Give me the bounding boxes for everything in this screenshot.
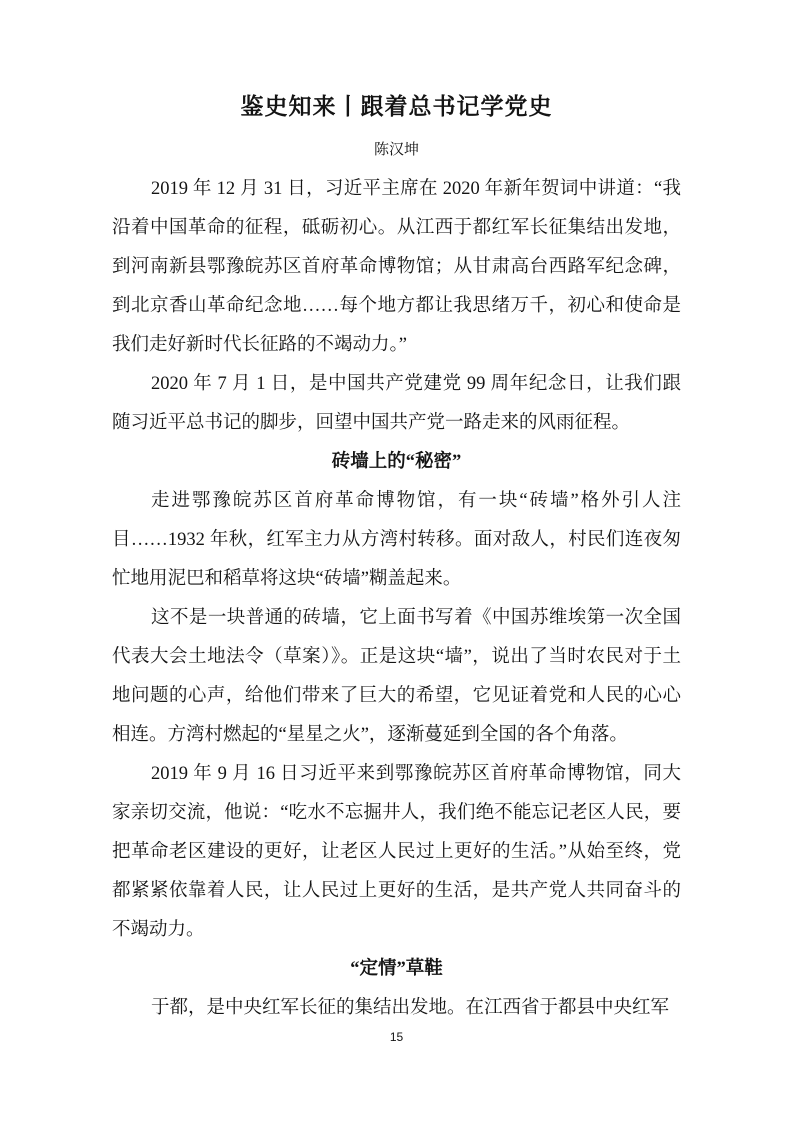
paragraph: 2019 年 9 月 16 日习近平来到鄂豫皖苏区首府革命博物馆，同大家亲切交流，他说：“吃水不忘掘井人，我们绝不能忘记老区人民，要把革命老区建设的更好，让老区人民过上更好的生活。”从始至终，党都紧紧依靠着人民，让人民过上更好的生活，是共产党人共同奋斗的不竭动力。 [112, 763, 681, 940]
paragraph: 2019 年 12 月 31 日，习近平主席在 2020 年新年贺词中讲道：“我沿着中国革命的征程，砥砺初心。从江西于都红军长征集结出发地，到河南新县鄂豫皖苏区首府革命博物馆；从甘肃高台西路军纪念碑，到北京香山革命纪念地……每个地方都让我思绪万千，初心和使命是我们走好新时代长征路的不竭动力。” [112, 178, 681, 355]
paragraph: 于都，是中央红军长征的集结出发地。在江西省于都县中央红军 [151, 997, 670, 1018]
paragraph: 这不是一块普通的砖墙，它上面书写着《中国苏维埃第一次全国代表大会土地法令（草案）》。正是这块“墙”，说出了当时农民对于土地问题的心声，给他们带来了巨大的希望，它见证着党和人民的心心相连。方湾村燃起的“星星之火”，逐渐蔓延到全国的各个角落。 [112, 607, 681, 745]
document-author: 陈汉坤 [373, 141, 419, 158]
section-heading: “定情”草鞋 [350, 958, 443, 979]
paragraph: 走进鄂豫皖苏区首府革命博物馆，有一块“砖墙”格外引人注目……1932 年秋，红军主力从方湾村转移。面对敌人，村民们连夜匆忙地用泥巴和稻草将这块“砖墙”糊盖起来。 [112, 490, 681, 589]
paragraph: 2020 年 7 月 1 日，是中国共产党建党 99 周年纪念日，让我们跟随习近平总书记的脚步，回望中国共产党一路走来的风雨征程。 [112, 373, 681, 433]
page-number: 15 [389, 1030, 404, 1044]
section-heading: 砖墙上的“秘密” [331, 451, 462, 472]
document-title: 鉴史知来丨跟着总书记学党史 [240, 94, 553, 119]
